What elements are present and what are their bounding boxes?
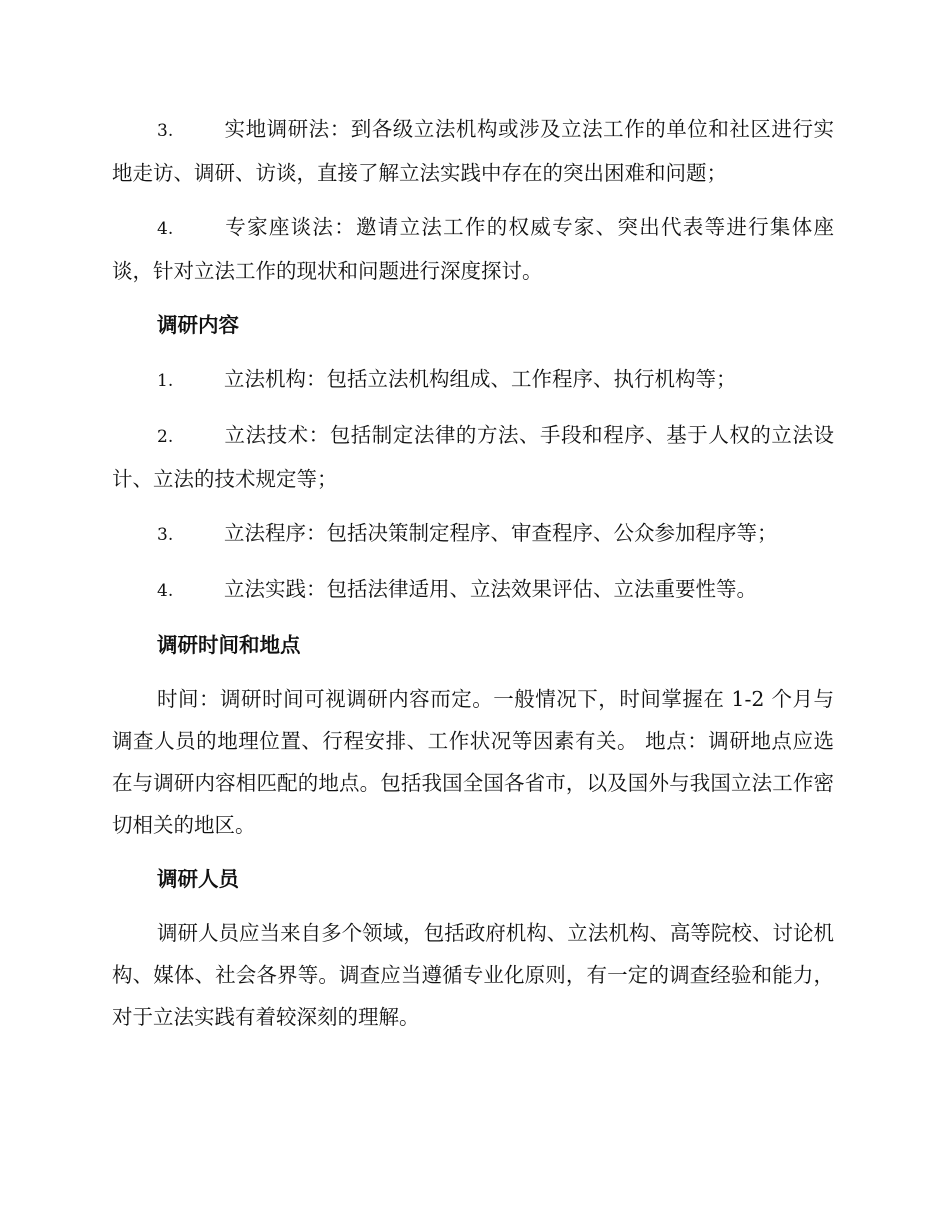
list-item: [112, 206, 834, 292]
document-body: [112, 108, 834, 1050]
list-item-number: 2.: [157, 427, 174, 447]
list-item-text: 实地调研法：到各级立法机构或涉及立法工作的单位和社区进行实地走访、调研、访谈，直接了解立法实践中存在的突出困难和问题；: [112, 117, 834, 185]
list-item: [112, 108, 834, 194]
paragraph-personnel: 调研人员应当来自多个领域，包括政府机构、立法机构、高等院校、讨论机构、媒体、社会各界等。调查应当遵循专业化原则，有一定的调查经验和能力，对于立法实践有着较深刻的理解。: [112, 921, 834, 1029]
list-item-number: 4.: [157, 219, 174, 239]
list-item-text: 立法技术：包括制定法律的方法、手段和程序、基于人权的立法设计、立法的技术规定等；: [112, 423, 834, 491]
list-item: [112, 358, 834, 402]
list-item-number: 1.: [157, 371, 174, 391]
section-heading-time-place: 调研时间和地点: [157, 633, 301, 657]
section-heading-personnel: 调研人员: [157, 867, 239, 891]
list-item: [112, 568, 834, 612]
list-item-number: 3.: [157, 525, 174, 545]
list-item: [112, 512, 834, 556]
list-item-text: 专家座谈法：邀请立法工作的权威专家、突出代表等进行集体座谈，针对立法工作的现状和问题进行深度探讨。: [112, 215, 834, 283]
list-item: [112, 414, 834, 500]
list-item-text: 立法机构：包括立法机构组成、工作程序、执行机构等；: [224, 367, 737, 391]
list-item-text: 立法实践：包括法律适用、立法效果评估、立法重要性等。: [224, 577, 757, 601]
section-heading-content: 调研内容: [157, 313, 239, 337]
list-item-text: 立法程序：包括决策制定程序、审查程序、公众参加程序等；: [224, 521, 778, 545]
paragraph-time-place: 时间：调研时间可视调研内容而定。一般情况下，时间掌握在 1-2 个月与调查人员的地理位置、行程安排、工作状况等因素有关。 地点：调研地点应选在与调研内容相匹配的地点。包括我国全国各省市，以及国外与我国立法工作密切相关的地区。: [112, 687, 834, 837]
list-item-number: 3.: [157, 121, 174, 141]
list-item-number: 4.: [157, 581, 174, 601]
